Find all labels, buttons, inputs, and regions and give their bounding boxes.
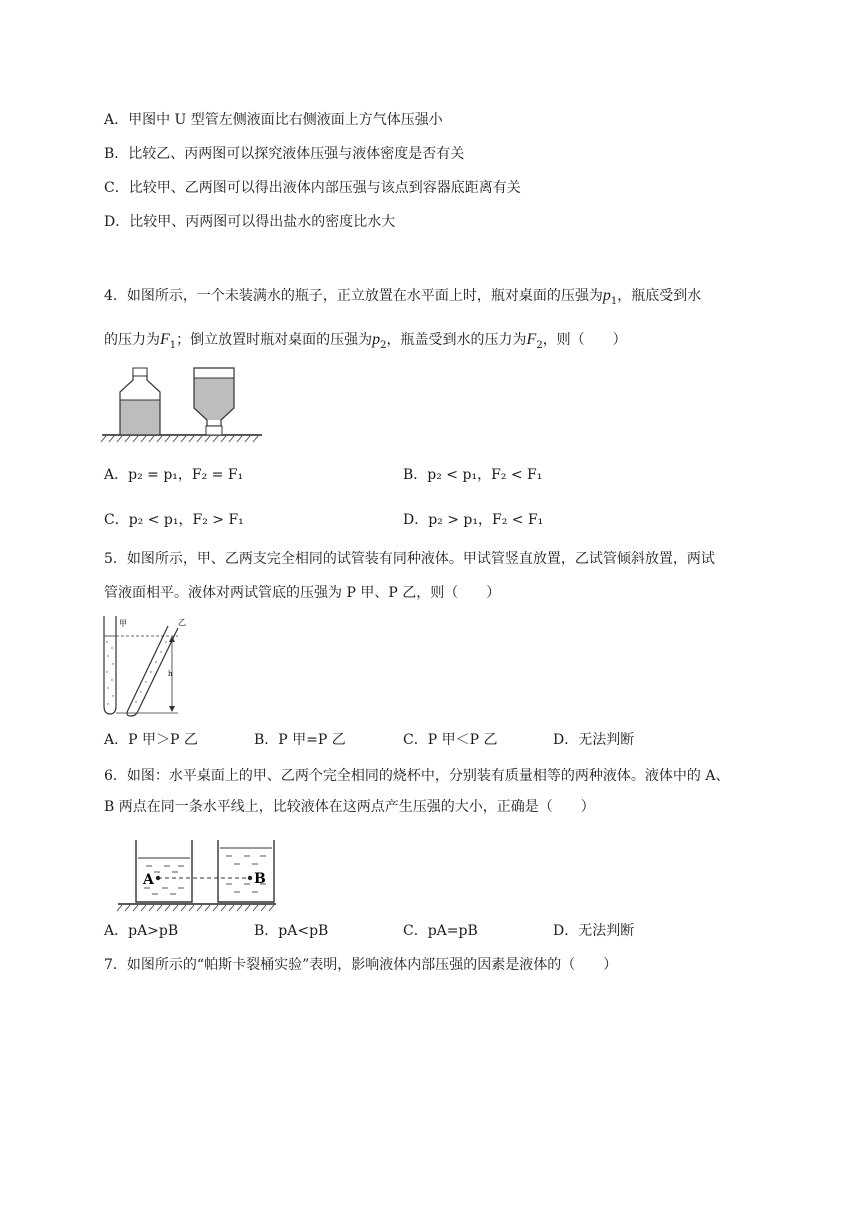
var-p1-sub: 1 xyxy=(610,295,618,307)
label-jia: 甲 xyxy=(119,619,127,628)
q3-option-a: A．甲图中 U 型管左侧液面比右侧液面上方气体压强小 xyxy=(104,112,443,128)
q5-test-tubes-figure xyxy=(98,614,198,720)
var-p2: p xyxy=(372,331,381,348)
q3-option-c: C．比较甲、乙两图可以得出液体内部压强与该点到容器底距离有关 xyxy=(104,180,521,196)
var-F2-sub: 2 xyxy=(536,339,543,351)
label-b: B xyxy=(254,871,266,887)
var-p2-sub: 2 xyxy=(380,339,387,351)
q6-stem-line1: 6．如图：水平桌面上的甲、乙两个完全相同的烧杯中，分别装有质量相等的两种液体。液体中的 A、 xyxy=(104,768,730,784)
q5-option-a: A．P 甲＞P 乙 xyxy=(104,732,198,748)
point-a xyxy=(156,876,160,880)
var-F1: F xyxy=(160,331,170,348)
q5-option-c: C．P 甲＜P 乙 xyxy=(403,732,498,748)
q5-stem-line2: 管液面相平。液体对两试管底的压强为 P 甲、P 乙，则（ ） xyxy=(104,585,501,601)
label-h: h xyxy=(168,670,173,678)
upright-bottle xyxy=(120,368,160,435)
q5-option-d: D．无法判断 xyxy=(553,732,635,748)
q4-text-a: 的压力为 xyxy=(104,332,160,348)
q4-stem-text: 4．如图所示，一个未装满水的瓶子，正立放置在水平面上时，瓶对桌面的压强为 xyxy=(104,288,603,304)
label-yi: 乙 xyxy=(178,618,186,627)
ground-hatch xyxy=(101,436,258,442)
q4-text-d: ，则（ ） xyxy=(542,332,627,348)
q6-option-b: B．pA<pB xyxy=(254,923,329,939)
q5-stem-line1: 5．如图所示，甲、乙两支完全相同的试管装有同种液体。甲试管竖直放置，乙试管倾斜放置，两试 xyxy=(104,551,715,567)
q4-text-c: ，瓶盖受到水的压力为 xyxy=(386,332,527,348)
q6-beakers-figure xyxy=(114,836,280,912)
q4-option-a: A．p₂ = p₁，F₂ = F₁ xyxy=(104,467,244,483)
beaker-jia xyxy=(136,840,192,902)
inverted-bottle xyxy=(194,368,234,435)
q5-option-b: B．P 甲=P 乙 xyxy=(254,732,346,748)
q4-bottles-figure xyxy=(100,362,266,444)
q4-option-d: D．p₂ > p₁，F₂ < F₁ xyxy=(403,512,544,528)
q4-stem-line1 xyxy=(104,286,701,312)
point-b xyxy=(248,876,252,880)
q4-stem-tail: ，瓶底受到水 xyxy=(617,288,702,304)
tube-jia xyxy=(104,616,116,714)
tube-yi-liquid-dots xyxy=(135,641,166,702)
q6-stem-line2: B 两点在同一条水平线上，比较液体在这两点产生压强的大小，正确是（ ） xyxy=(104,799,595,815)
q3-option-b: B．比较乙、丙两图可以探究液体压强与液体密度是否有关 xyxy=(104,146,465,162)
q7-stem-line1: 7．如图所示的“帕斯卡裂桶实验”表明，影响液体内部压强的因素是液体的（ ） xyxy=(104,957,618,973)
label-a: A xyxy=(143,872,154,888)
var-F2: F xyxy=(526,331,537,348)
tube-jia-liquid-dots xyxy=(106,641,113,704)
var-p1: p xyxy=(602,287,611,304)
q6-option-d: D．无法判断 xyxy=(553,923,635,939)
q4-option-c: C．p₂ < p₁，F₂ > F₁ xyxy=(104,512,244,528)
var-F1-sub: 1 xyxy=(169,339,177,351)
q4-text-b: ；倒立放置时瓶对桌面的压强为 xyxy=(176,332,373,348)
q4-option-b: B．p₂ < p₁，F₂ < F₁ xyxy=(403,467,543,483)
q4-stem-line2 xyxy=(104,330,627,356)
q3-option-d: D．比较甲、丙两图可以得出盐水的密度比水大 xyxy=(104,214,396,230)
q6-option-c: C．pA=pB xyxy=(403,923,478,939)
ground-hatch xyxy=(117,905,274,911)
q6-option-a: A．pA>pB xyxy=(104,923,179,939)
